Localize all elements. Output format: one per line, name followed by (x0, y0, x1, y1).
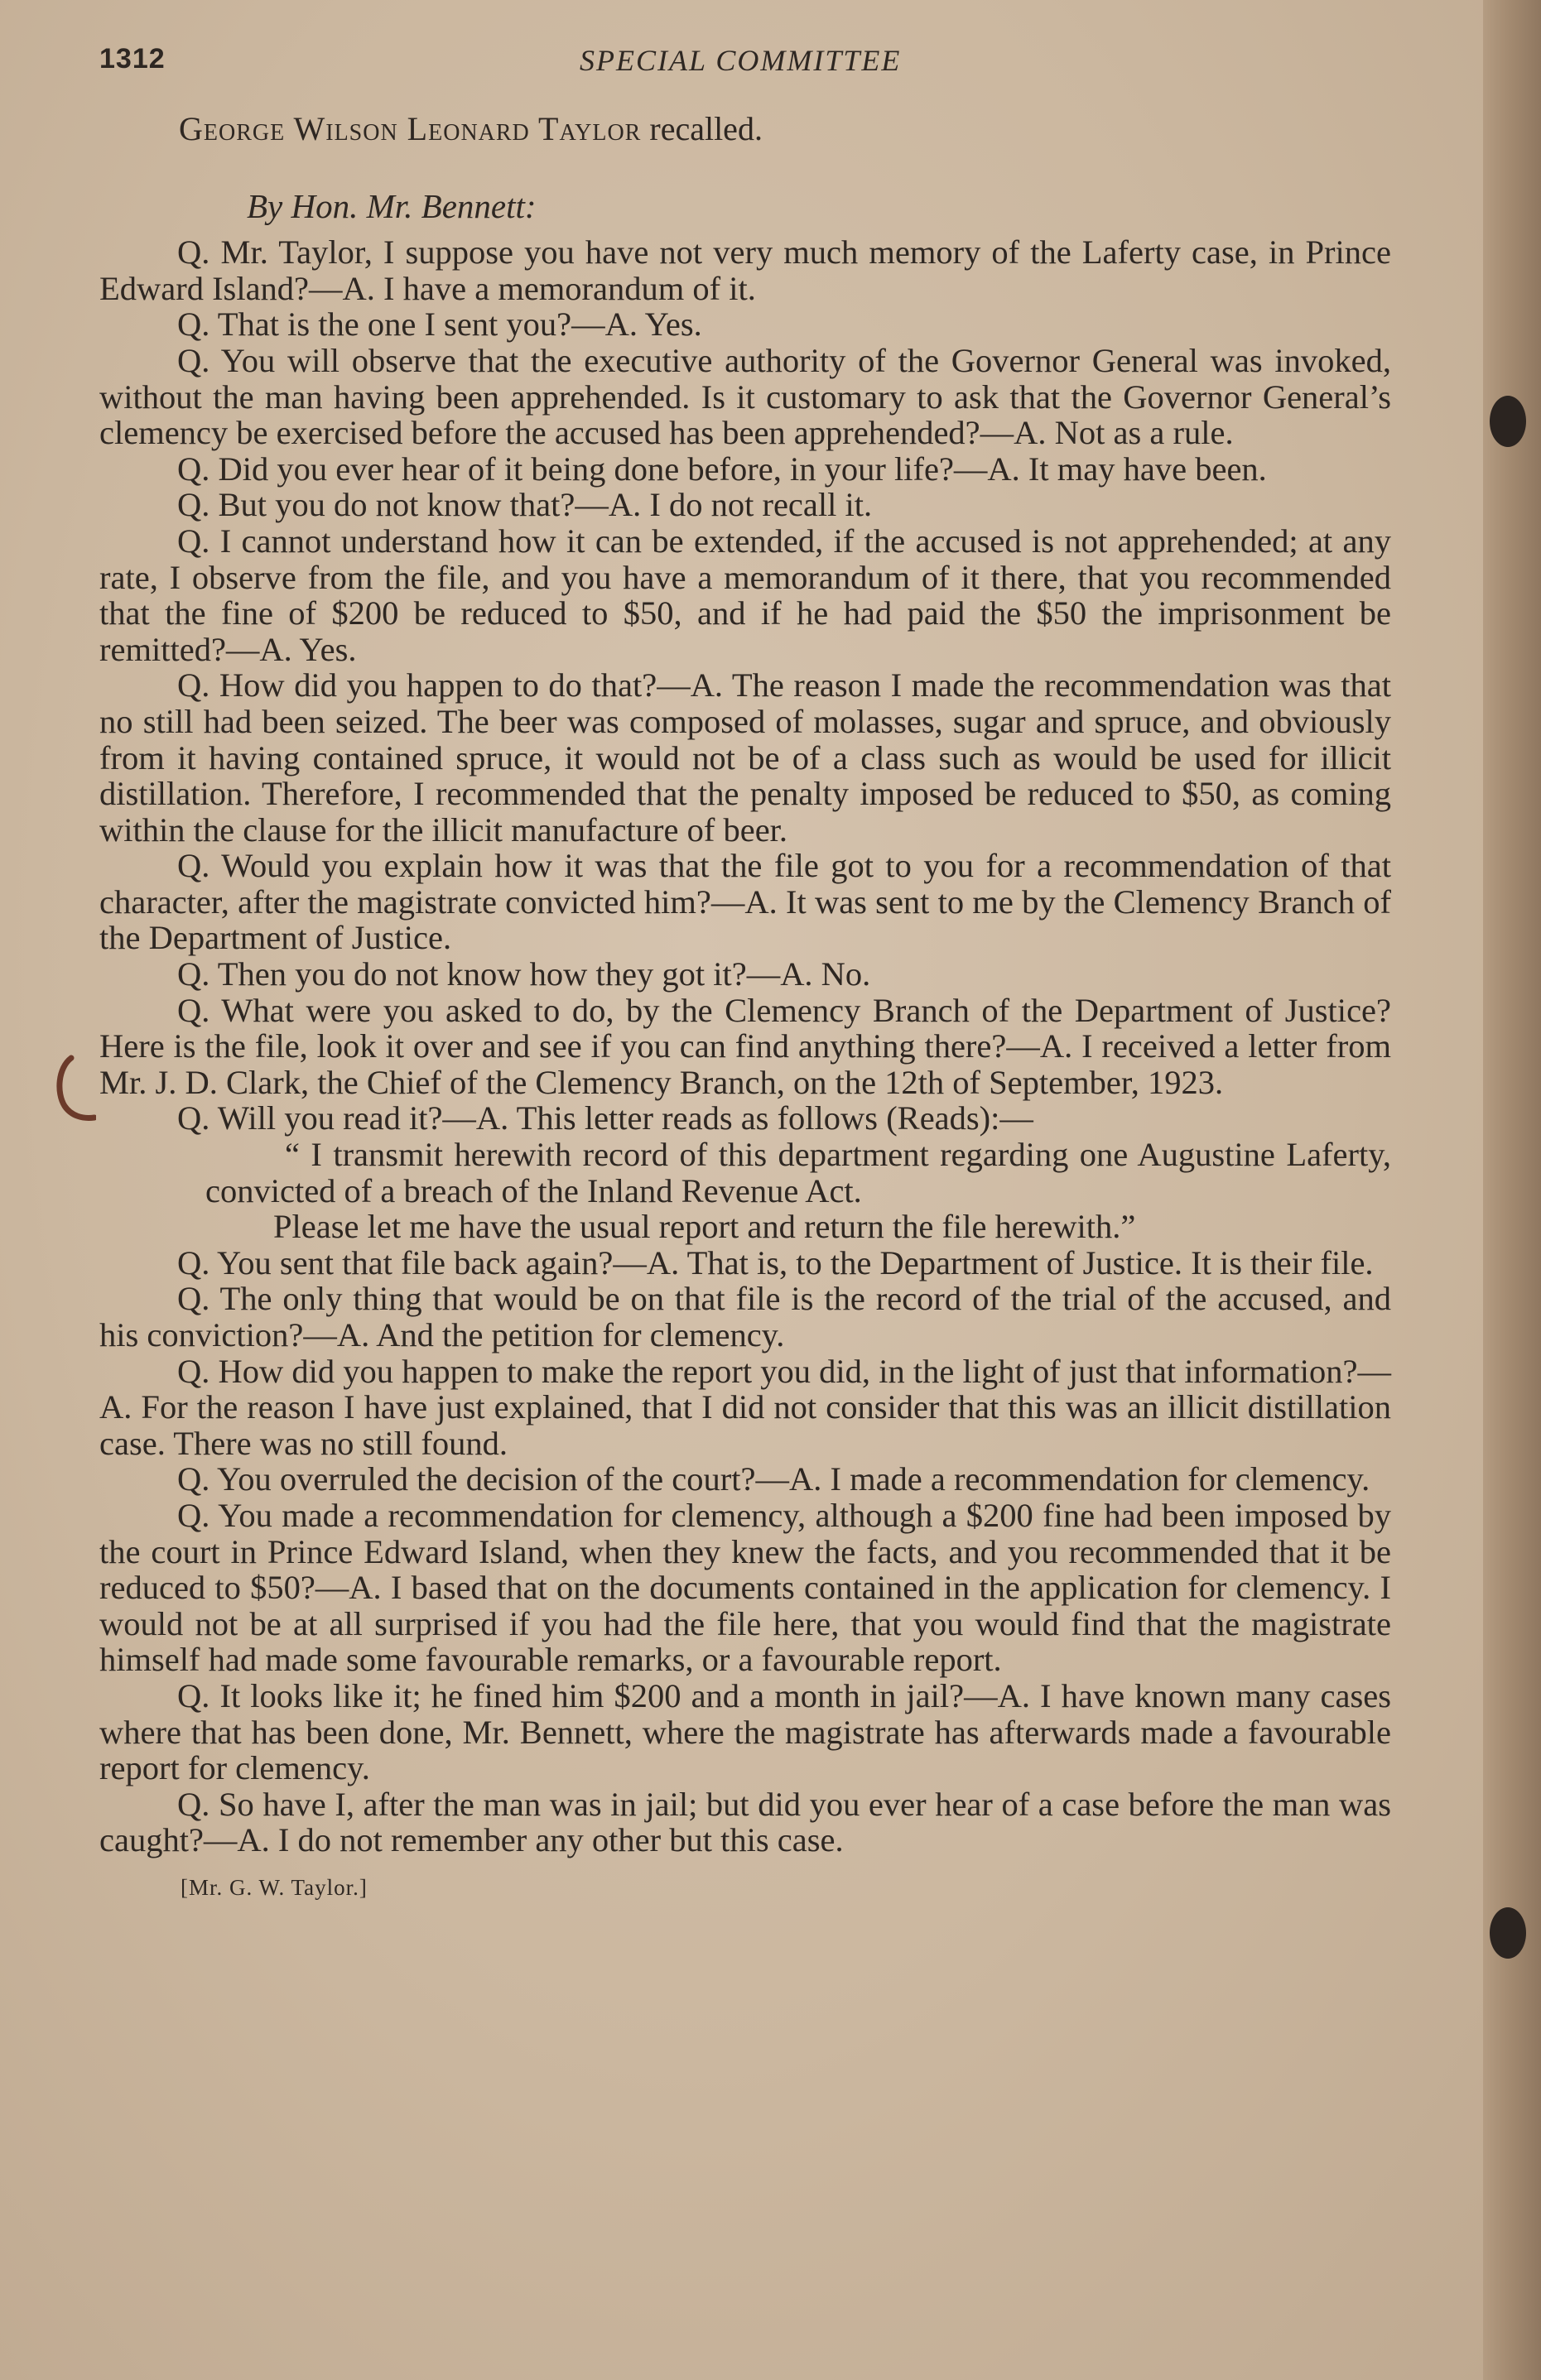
binding-edge (1483, 0, 1541, 2380)
page-header (99, 43, 1408, 84)
binding-hole (1490, 396, 1526, 447)
testimony-paragraph: Q. Would you explain how it was that the file got to you for a recommendation of that character, after the magistrate convicted him?—A. It was sent to me by the Clemency Branch of the Department of Justice. (99, 847, 1391, 957)
testimony-paragraph: Q. So have I, after the man was in jail; but did you ever hear of a case before the man was caught?—A. I do not remember any other but this case. (99, 1785, 1391, 1859)
testimony-paragraph: Q. You sent that file back again?—A. That is, to the Department of Justice. It is their file. (177, 1243, 1374, 1281)
testimony-paragraph: Q. That is the one I sent you?—A. Yes. (177, 305, 702, 344)
testimony-paragraph: Q. But you do not know that?—A. I do not recall it. (177, 486, 873, 524)
testimony-paragraph: Q. I cannot understand how it can be extended, if the accused is not apprehended; at any rate, I observe from the file, and you have a memorandum of it there, that you recommended that the fine of $200 be reduced to $50, and if he had paid the $50 the imprisonment be remitted?—A. Yes. (99, 522, 1391, 668)
testimony-paragraph: Q. You will observe that the executive authority of the Governor General was invoked, without the man having been apprehended. Is it customary to ask that the Governor General’s clemency be exercised before the accused has been apprehended?—A. Not as a rule. (99, 341, 1391, 452)
letter-quote-closing: Please let me have the usual report and return the file herewith.” (273, 1208, 1136, 1246)
page-body (99, 111, 1391, 1906)
testimony-paragraph: Q. How did you happen to do that?—A. The reason I made the recommendation was that no still had been seized. The beer was composed of molasses, sugar and spruce, and obviously from it having contained spruce, it would not be of a class such as would be used for illicit distillation. Therefore, I recommended that the penalty imposed be reduced to $50, as coming within the clause for the illicit manufacture of beer. (99, 666, 1391, 849)
letter-quote: “ I transmit herewith record of this department regarding one Augustine Laferty, convicted of a breach of the Inland Revenue Act. (205, 1136, 1391, 1209)
testimony-paragraph: Q. You made a recommendation for clemency, although a $200 fine had been imposed by the court in Prince Edward Island, when they knew the facts, and you recommended that it be reduced to $50?—A. I based that on the documents contained in the application for clemency. I would not be at all surprised if you had the file here, that you would find that the magistrate himself had made some favourable remarks, or a favourable report. (99, 1496, 1391, 1679)
running-head: SPECIAL COMMITTEE (580, 44, 902, 77)
witness-heading (179, 111, 1391, 147)
testimony-paragraph: Q. How did you happen to make the report you did, in the light of just that information?—A. For the reason I have just explained, that I did not consider that this was an illicit distillation case. There was no still found. (99, 1352, 1391, 1462)
witness-name: George Wilson Leonard Taylor (179, 110, 642, 147)
testimony-paragraph: Q. Mr. Taylor, I suppose you have not very much memory of the Laferty case, in Prince Edward Island?—A. I have a memorandum of it. (99, 233, 1391, 307)
testimony-paragraph: Q. You overruled the decision of the court?—A. I made a recommendation for clemency. (177, 1460, 1370, 1498)
examiner-line: By Hon. Mr. Bennett: (247, 186, 537, 225)
pencil-mark (46, 1051, 96, 1126)
speaker-tag: [Mr. G. W. Taylor.] (181, 1874, 368, 1900)
page-number: 1312 (99, 43, 166, 75)
testimony-paragraph: Q. What were you asked to do, by the Clemency Branch of the Department of Justice? Here is the file, look it over and see if you can find anything there?—A. I received a letter from Mr. J. D. Clark, the Chief of the Clemency Branch, on the 12th of September, 1923. (99, 991, 1391, 1101)
testimony-paragraph: Q. Then you do not know how they got it?—A. No. (177, 955, 871, 993)
witness-heading-suffix: recalled. (641, 110, 763, 147)
testimony-paragraph: Q. Did you ever hear of it being done before, in your life?—A. It may have been. (177, 450, 1267, 488)
testimony-paragraph: Q. It looks like it; he fined him $200 and a month in jail?—A. I have known many cases where that has been done, Mr. Bennett, where the magistrate has afterwards made a favourable report for clemency. (99, 1676, 1391, 1787)
testimony-paragraph: Q. The only thing that would be on that file is the record of the trial of the accused, and his conviction?—A. And the petition for clemency. (99, 1280, 1391, 1353)
binding-hole (1490, 1907, 1526, 1959)
testimony-paragraph: Q. Will you read it?—A. This letter reads as follows (Reads):— (177, 1099, 1033, 1137)
